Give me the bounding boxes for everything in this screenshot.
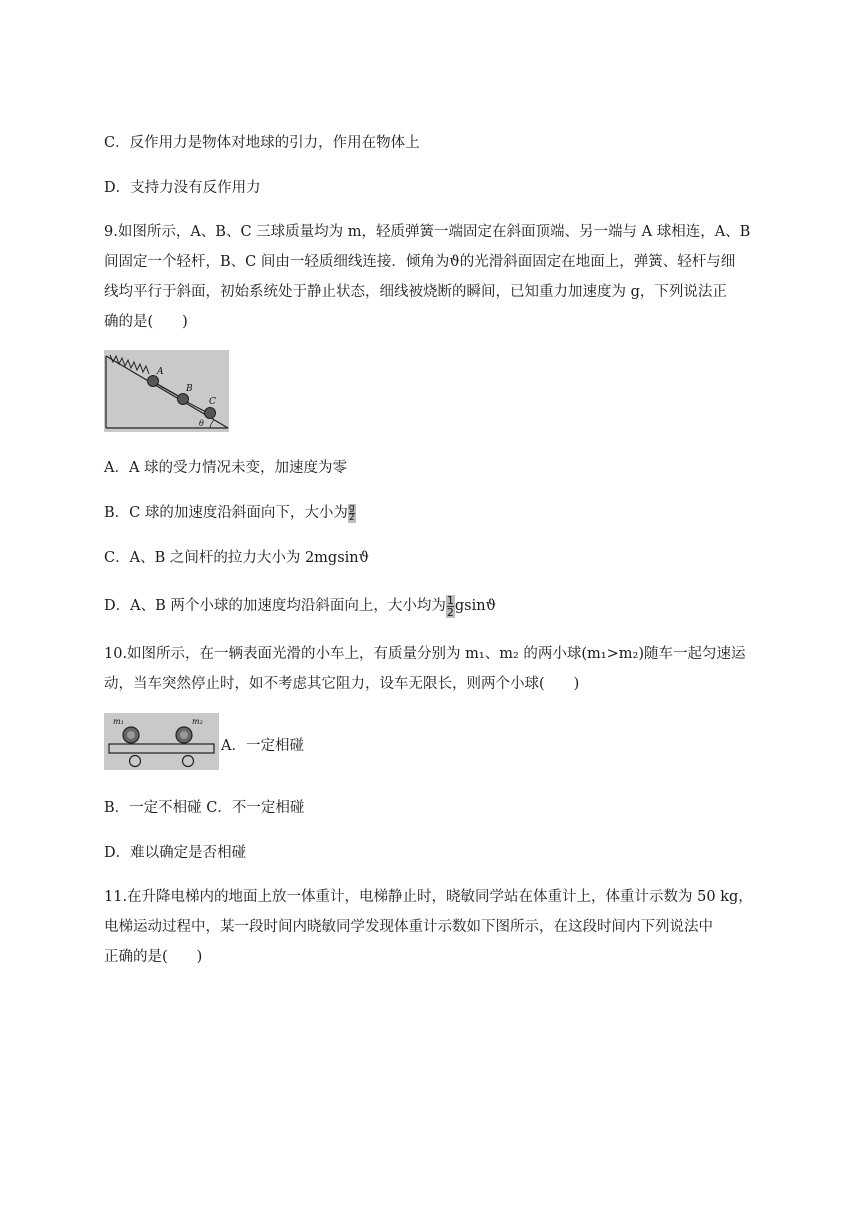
q9-option-a: A．A 球的受力情况未变，加速度为零 [104,460,348,476]
cart-diagram [104,713,219,770]
wheel-left-icon [130,756,141,767]
q9-stem-line-1: 9.如图所示，A、B、C 三球质量均为 m，轻质弹簧一端固定在斜面顶端、另一端与 A 球相连，A、B [104,224,751,240]
wheel-right-icon [183,756,194,767]
q10-cart-figure [104,713,219,770]
spring-icon [110,355,149,374]
q10-option-a: A．一定相碰 [221,738,304,754]
label-b: B [186,384,193,394]
q8-option-c: C．反作用力是物体对地球的引力，作用在物体上 [104,135,420,151]
q9-stem-line-2: 间固定一个轻杆，B、C 间由一轻质细线连接．倾角为ϑ的光滑斜面固定在地面上，弹簧、轻杆与细 [104,254,736,270]
incline-diagram [104,350,229,432]
q9-stem-line-3: 线均平行于斜面，初始系统处于静止状态，细线被烧断的瞬间，已知重力加速度为 g，下列说法正 [104,284,727,300]
label-m2: m₂ [192,717,203,726]
q9-option-b-text: B．C 球的加速度沿斜面向下，大小为 [104,505,348,521]
q9-stem-line-4: 确的是( ) [104,314,188,330]
fraction-g-over-2: $\frac{g}{2}$ [348,502,355,523]
q9-option-d [104,594,496,618]
q9-option-d-text: D．A、B 两个小球的加速度均沿斜面向上，大小均为 [104,598,446,614]
q11-stem-line-3: 正确的是( ) [104,949,203,965]
ball-b-icon [178,394,189,405]
q11-stem-line-2: 电梯运动过程中，某一段时间内晓敏同学发现体重计示数如下图所示，在这段时间内下列说法中 [104,919,713,935]
ball-a-icon [148,376,159,387]
label-theta: θ [199,419,204,428]
q10-stem-line-1: 10.如图所示，在一辆表面光滑的小车上，有质量分别为 m₁、m₂ 的两小球(m₁>m₂)随车一起匀速运 [104,646,746,662]
q11-stem-line-1: 11.在升降电梯内的地面上放一体重计，电梯静止时，晓敏同学站在体重计上，体重计示数为 50 kg， [104,889,753,905]
label-m1: m₁ [113,717,124,726]
q8-option-d: D．支持力没有反作用力 [104,180,261,196]
q9-option-d-suffix: gsinϑ [454,598,496,614]
q9-option-b [104,501,356,523]
label-c: C [209,397,216,407]
q9-option-c: C．A、B 之间杆的拉力大小为 2mgsinϑ [104,550,369,566]
fraction-1-over-2: $\frac{1}{2}$ [446,593,454,619]
ball-c-icon [205,408,216,419]
label-a: A [157,367,164,377]
q10-option-b-c: B．一定不相碰 C．不一定相碰 [104,800,305,816]
q10-stem-line-2: 动，当车突然停止时，如不考虑其它阻力，设车无限长，则两个小球( ) [104,676,580,692]
q10-option-d: D．难以确定是否相碰 [104,845,247,861]
q9-incline-figure [104,350,229,432]
